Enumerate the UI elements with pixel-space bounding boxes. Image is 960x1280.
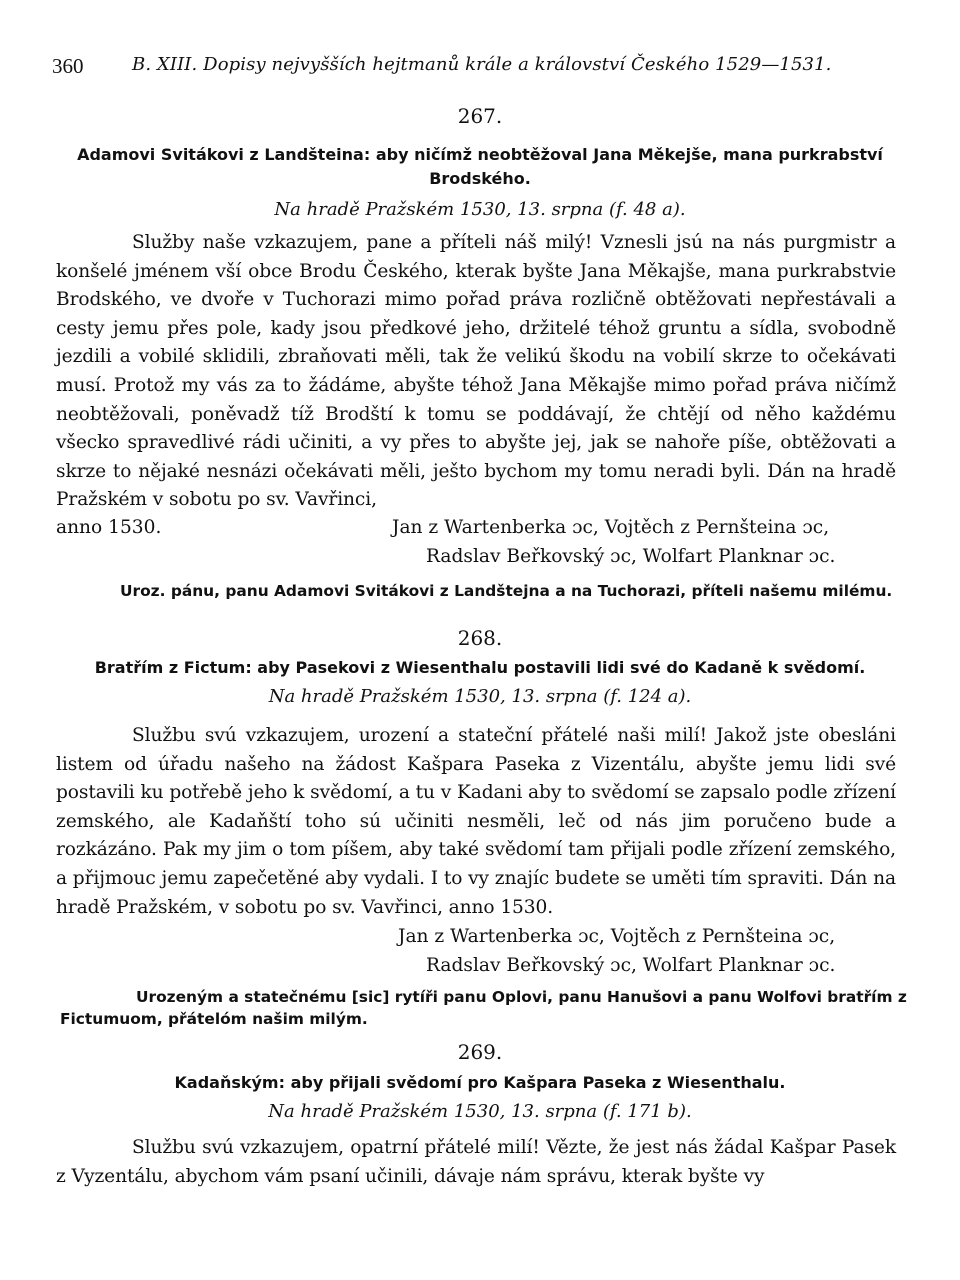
letter-dateline: Na hradě Pražském 1530, 13. srpna (f. 124 a). [268,686,692,707]
signatures-line-1: Jan z Wartenberka ɔc, Vojtěch z Pernšteina ɔc, [392,517,830,538]
letter-closing: anno 1530. [56,517,162,538]
letter-dateline: Na hradě Pražském 1530, 13. srpna (f. 48 a). [274,199,686,220]
letter-number: 268. [457,626,503,650]
letter-body: Službu svú vzkazujem, opatrní přátelé milí! Vězte, že jest nás žádal Kašpar Pasek z Vyzentálu, abychom vám psaní učinili, dávaje nám správu, kterak byšte vy [56,1137,896,1187]
letter-address: Uroz. pánu, panu Adamovi Svitákovi z Landštejna a na Tuchorazi, příteli našemu milému. [120,582,893,600]
running-title: B. XIII. Dopisy nejvyšších hejtmanů krále a království Českého 1529—1531. [132,54,832,75]
letter-body: Služby naše vzkazujem, pane a příteli náš milý! Vznesli jsú na nás purgmistr a konšelé jménem vší obce Brodu Českého, kterak byšte Jana Měkajše, mana purkrabstvie Brodského, ve dvoře v Tuchorazi mimo pořad práva rozličně obtěžovati nepřestávali a cesty jemu přes pole, kady jsou předkové jeho, držitelé téhož gruntu a sídla, svobodně jezdili a vobilé sklidili, zbraňovati měli, tak že velikú škodu na vobilí skrze to očekávati musí. Protož my vás za to žádáme, abyšte téhož Jana Měkajše mimo pořad práva ničímž neobtěžovali, poněvadž tíž Brodští k tomu se poddávají, že chtějí od něho každému všecko spravedlivé rádi učiniti, a vy přes to abyšte jej, jak se nahoře píše, obtěžovati a skrze to nějaké nesnázi očekávati měli, ješto bychom my tomu neradi byli. Dán na hradě Pražském v sobotu po sv. Vavřinci, [56,232,896,511]
letter-summary: Adamovi Svitákovi z Landšteina: aby ničímž neobtěžoval Jana Měkejše, mana purkrabství Brodského. [77,145,883,188]
signatures-line-2: Radslav Beřkovský ɔc, Wolfart Planknar ɔc. [426,546,836,567]
letter-number: 269. [457,1040,503,1064]
running-head [52,54,908,84]
signatures-line-1: Jan z Wartenberka ɔc, Vojtěch z Pernšteina ɔc, [398,926,836,947]
page-number: 360 [52,54,84,78]
letter-number: 267. [457,104,503,128]
letter-address: Urozeným a statečnému [sic] rytíři panu Oplovi, panu Hanušovi a panu Wolfovi bratřím z Fictumuom, přátelóm našim milým. [60,988,907,1028]
letter-dateline: Na hradě Pražském 1530, 13. srpna (f. 171 b). [268,1101,692,1122]
letter-summary: Bratřím z Fictum: aby Pasekovi z Wiesenthalu postavili lidi své do Kadaně k svědomí. [94,658,866,677]
letter-body: Službu svú vzkazujem, urození a stateční přátelé naši milí! Jakož jste obesláni listem od úřadu našeho na žádost Kašpara Paseka z Vizentálu, abyšte jemu lidi své postavili ku potřebě jeho k svědomí, a tu v Kadani aby to svědomí se zapsalo podle zřízení zemského, ale Kadaňští toho sú učiniti nesměli, leč od nás jim poručeno bude a rozkázáno. Pak my jim o tom píšem, aby také svědomí tam přijali podle zřízení zemského, a přijmouc jemu zapečetěné aby vydali. I to vy znajíc budete se uměti tím spraviti. Dán na hradě Pražském, v sobotu po sv. Vavřinci, anno 1530. [56,725,896,918]
signatures-line-2: Radslav Beřkovský ɔc, Wolfart Planknar ɔc. [426,955,836,976]
letter-summary: Kadaňským: aby přijali svědomí pro Kašpara Paseka z Wiesenthalu. [174,1073,786,1092]
